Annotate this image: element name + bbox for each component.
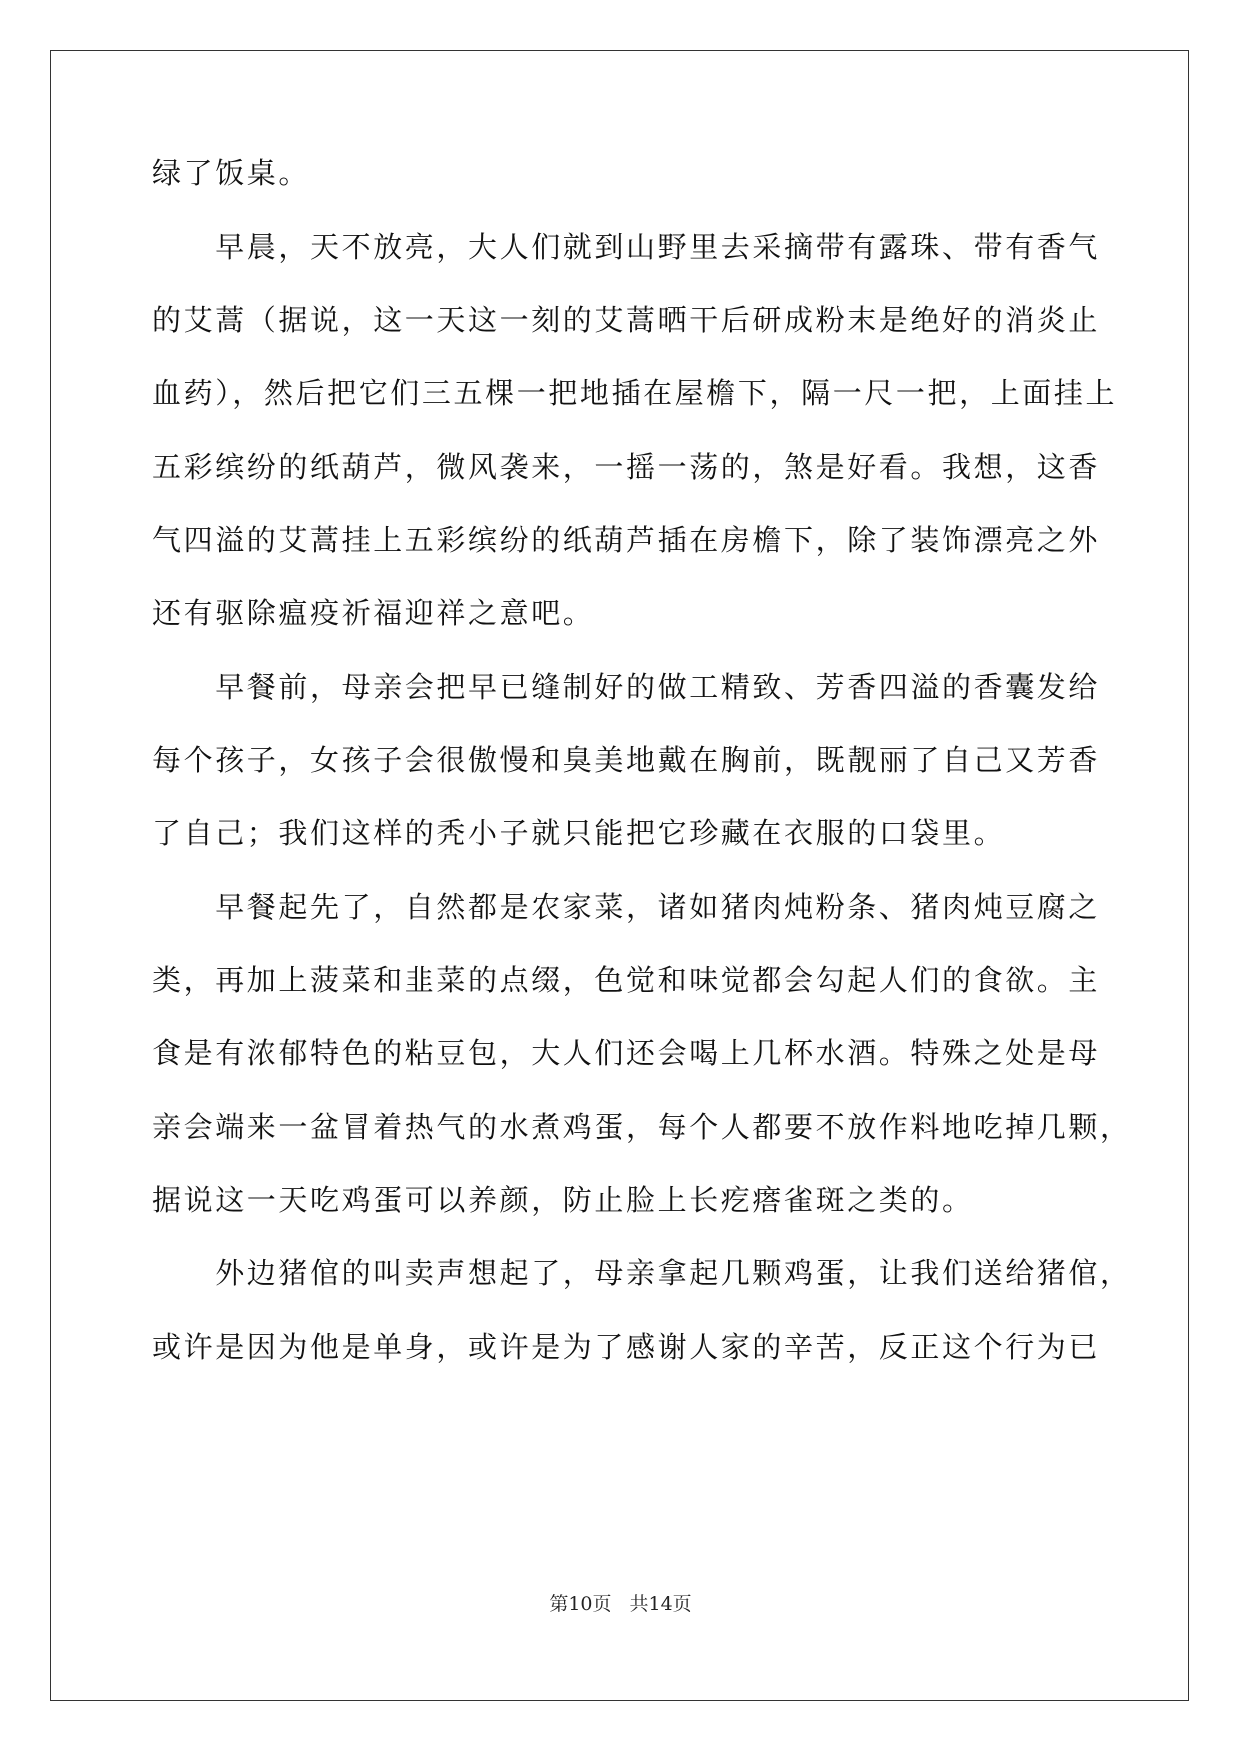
text-line: 还有驱除瘟疫祈福迎祥之意吧。: [152, 596, 595, 630]
text-line: 血药），然后把它们三五棵一把地插在屋檐下，隔一尺一把，上面挂上: [152, 376, 1118, 410]
text-line: 早餐前，母亲会把早已缝制好的做工精致、芳香四溢的香囊发给: [152, 670, 1101, 704]
text-line: 气四溢的艾蒿挂上五彩缤纷的纸葫芦插在房檐下，除了装饰漂亮之外: [152, 523, 1101, 557]
page-number-current: 第10页: [549, 1593, 612, 1615]
text-line: 据说这一天吃鸡蛋可以养颜，防止脸上长疙瘩雀斑之类的。: [152, 1183, 974, 1217]
page-number-total: 共14页: [629, 1593, 692, 1615]
text-line: 外边猪倌的叫卖声想起了，母亲拿起几颗鸡蛋，让我们送给猪倌，: [152, 1256, 1132, 1290]
text-line: 五彩缤纷的纸葫芦，微风袭来，一摇一荡的，煞是好看。我想，这香: [152, 450, 1101, 484]
text-line: 亲会端来一盆冒着热气的水煮鸡蛋，每个人都要不放作料地吃掉几颗，: [152, 1110, 1132, 1144]
page-border: [50, 50, 1189, 1701]
text-line: 类，再加上菠菜和韭菜的点缀，色觉和味觉都会勾起人们的食欲。主: [152, 963, 1101, 997]
page-footer: [0, 1592, 1241, 1616]
text-line: 绿了饭桌。: [152, 156, 311, 190]
text-line: 早晨，天不放亮，大人们就到山野里去采摘带有露珠、带有香气: [152, 230, 1101, 264]
text-line: 每个孩子，女孩子会很傲慢和臭美地戴在胸前，既靓丽了自己又芳香: [152, 743, 1101, 777]
text-line: 或许是因为他是单身，或许是为了感谢人家的辛苦，反正这个行为已: [152, 1330, 1101, 1364]
text-line: 的艾蒿（据说，这一天这一刻的艾蒿晒干后研成粉末是绝好的消炎止: [152, 303, 1101, 337]
text-line: 早餐起先了，自然都是农家菜，诸如猪肉炖粉条、猪肉炖豆腐之: [152, 890, 1101, 924]
text-line: 食是有浓郁特色的粘豆包，大人们还会喝上几杯水酒。特殊之处是母: [152, 1036, 1101, 1070]
text-line: 了自己；我们这样的秃小子就只能把它珍藏在衣服的口袋里。: [152, 816, 1006, 850]
